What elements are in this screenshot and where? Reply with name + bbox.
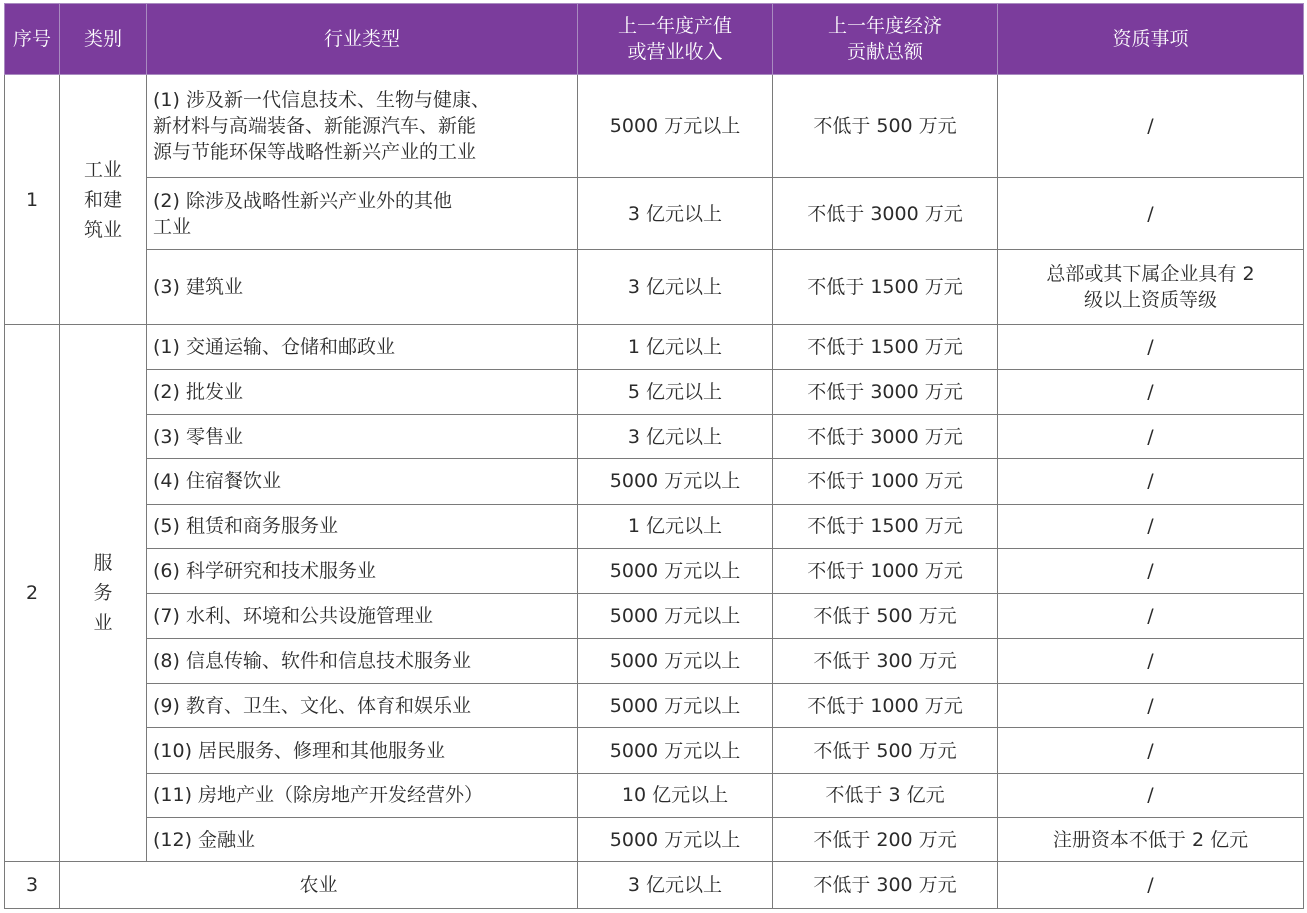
output-cell: 5000 万元以上 bbox=[578, 684, 773, 728]
contribution-cell: 不低于 300 万元 bbox=[773, 638, 998, 683]
qualification-cell: / bbox=[998, 504, 1304, 548]
table-row bbox=[5, 325, 1304, 370]
output-cell: 5000 万元以上 bbox=[578, 459, 773, 504]
output-cell: 3 亿元以上 bbox=[578, 177, 773, 250]
contribution-cell: 不低于 3000 万元 bbox=[773, 177, 998, 250]
output-cell: 1 亿元以上 bbox=[578, 325, 773, 370]
category-label: 工业 和建 筑业 bbox=[83, 158, 122, 241]
qualification-cell: / bbox=[998, 862, 1304, 909]
industry-cell: (1) 涉及新一代信息技术、生物与健康、 新材料与高端装备、新能源汽车、新能 源与节能环保等战略性新兴产业的工业 bbox=[147, 75, 578, 178]
header-row bbox=[5, 4, 1304, 75]
table-row bbox=[5, 75, 1304, 178]
qualification-cell: / bbox=[998, 325, 1304, 370]
industry-cell: (3) 零售业 bbox=[147, 414, 578, 458]
industry-cell: (6) 科学研究和技术服务业 bbox=[147, 548, 578, 593]
industry-cell: (2) 除涉及战略性新兴产业外的其他 工业 bbox=[147, 177, 578, 250]
contribution-cell: 不低于 1000 万元 bbox=[773, 548, 998, 593]
table-row bbox=[5, 638, 1304, 683]
header-output: 上一年度产值 或营业收入 bbox=[578, 4, 773, 75]
output-cell: 5 亿元以上 bbox=[578, 370, 773, 414]
qualification-cell: / bbox=[998, 548, 1304, 593]
contribution-cell: 不低于 300 万元 bbox=[773, 862, 998, 909]
contribution-cell: 不低于 500 万元 bbox=[773, 594, 998, 638]
output-cell: 5000 万元以上 bbox=[578, 638, 773, 683]
qualification-cell: / bbox=[998, 370, 1304, 414]
output-cell: 5000 万元以上 bbox=[578, 818, 773, 862]
output-cell: 3 亿元以上 bbox=[578, 862, 773, 909]
contribution-cell: 不低于 1500 万元 bbox=[773, 325, 998, 370]
industry-standards-table bbox=[4, 3, 1304, 909]
contribution-cell: 不低于 1500 万元 bbox=[773, 504, 998, 548]
qualification-cell: 总部或其下属企业具有 2 级以上资质等级 bbox=[998, 250, 1304, 325]
contribution-cell: 不低于 1000 万元 bbox=[773, 459, 998, 504]
table-row bbox=[5, 459, 1304, 504]
qualification-cell: / bbox=[998, 773, 1304, 817]
industry-cell: (11) 房地产业（除房地产开发经营外） bbox=[147, 773, 578, 817]
header-contribution: 上一年度经济 贡献总额 bbox=[773, 4, 998, 75]
table-row bbox=[5, 548, 1304, 593]
industry-cell: (10) 居民服务、修理和其他服务业 bbox=[147, 728, 578, 773]
industry-cell: (8) 信息传输、软件和信息技术服务业 bbox=[147, 638, 578, 683]
output-cell: 5000 万元以上 bbox=[578, 548, 773, 593]
qualification-cell: / bbox=[998, 684, 1304, 728]
table-row bbox=[5, 818, 1304, 862]
qualification-cell: / bbox=[998, 728, 1304, 773]
contribution-cell: 不低于 3000 万元 bbox=[773, 414, 998, 458]
industry-cell: (1) 交通运输、仓储和邮政业 bbox=[147, 325, 578, 370]
table-row bbox=[5, 728, 1304, 773]
contribution-cell: 不低于 1000 万元 bbox=[773, 684, 998, 728]
table-row bbox=[5, 414, 1304, 458]
group-no: 3 bbox=[5, 862, 60, 909]
output-cell: 5000 万元以上 bbox=[578, 75, 773, 178]
qualification-cell: / bbox=[998, 459, 1304, 504]
contribution-cell: 不低于 1500 万元 bbox=[773, 250, 998, 325]
contribution-cell: 不低于 3000 万元 bbox=[773, 370, 998, 414]
qualification-cell: / bbox=[998, 594, 1304, 638]
output-cell: 10 亿元以上 bbox=[578, 773, 773, 817]
group-category bbox=[60, 325, 147, 862]
qualification-cell: / bbox=[998, 75, 1304, 178]
table-row bbox=[5, 504, 1304, 548]
table-row bbox=[5, 177, 1304, 250]
industry-cell: (9) 教育、卫生、文化、体育和娱乐业 bbox=[147, 684, 578, 728]
qualification-cell: / bbox=[998, 414, 1304, 458]
table-row bbox=[5, 370, 1304, 414]
industry-cell: (5) 租赁和商务服务业 bbox=[147, 504, 578, 548]
table-row bbox=[5, 773, 1304, 817]
contribution-cell: 不低于 200 万元 bbox=[773, 818, 998, 862]
agriculture-label: 农业 bbox=[60, 862, 578, 909]
industry-cell: (4) 住宿餐饮业 bbox=[147, 459, 578, 504]
table-row bbox=[5, 862, 1304, 909]
industry-cell: (7) 水利、环境和公共设施管理业 bbox=[147, 594, 578, 638]
output-cell: 3 亿元以上 bbox=[578, 414, 773, 458]
table-row bbox=[5, 684, 1304, 728]
industry-cell: (12) 金融业 bbox=[147, 818, 578, 862]
header-category: 类别 bbox=[60, 4, 147, 75]
output-cell: 1 亿元以上 bbox=[578, 504, 773, 548]
category-label: 服 务 业 bbox=[93, 552, 113, 635]
output-cell: 5000 万元以上 bbox=[578, 594, 773, 638]
contribution-cell: 不低于 3 亿元 bbox=[773, 773, 998, 817]
group-no: 2 bbox=[5, 325, 60, 862]
contribution-cell: 不低于 500 万元 bbox=[773, 75, 998, 178]
header-no: 序号 bbox=[5, 4, 60, 75]
group-category bbox=[60, 75, 147, 325]
industry-cell: (2) 批发业 bbox=[147, 370, 578, 414]
table-row bbox=[5, 594, 1304, 638]
industry-cell: (3) 建筑业 bbox=[147, 250, 578, 325]
header-industry: 行业类型 bbox=[147, 4, 578, 75]
output-cell: 3 亿元以上 bbox=[578, 250, 773, 325]
contribution-cell: 不低于 500 万元 bbox=[773, 728, 998, 773]
qualification-cell: / bbox=[998, 638, 1304, 683]
group-no: 1 bbox=[5, 75, 60, 325]
output-cell: 5000 万元以上 bbox=[578, 728, 773, 773]
qualification-cell: 注册资本不低于 2 亿元 bbox=[998, 818, 1304, 862]
qualification-cell: / bbox=[998, 177, 1304, 250]
table-row bbox=[5, 250, 1304, 325]
header-qualification: 资质事项 bbox=[998, 4, 1304, 75]
